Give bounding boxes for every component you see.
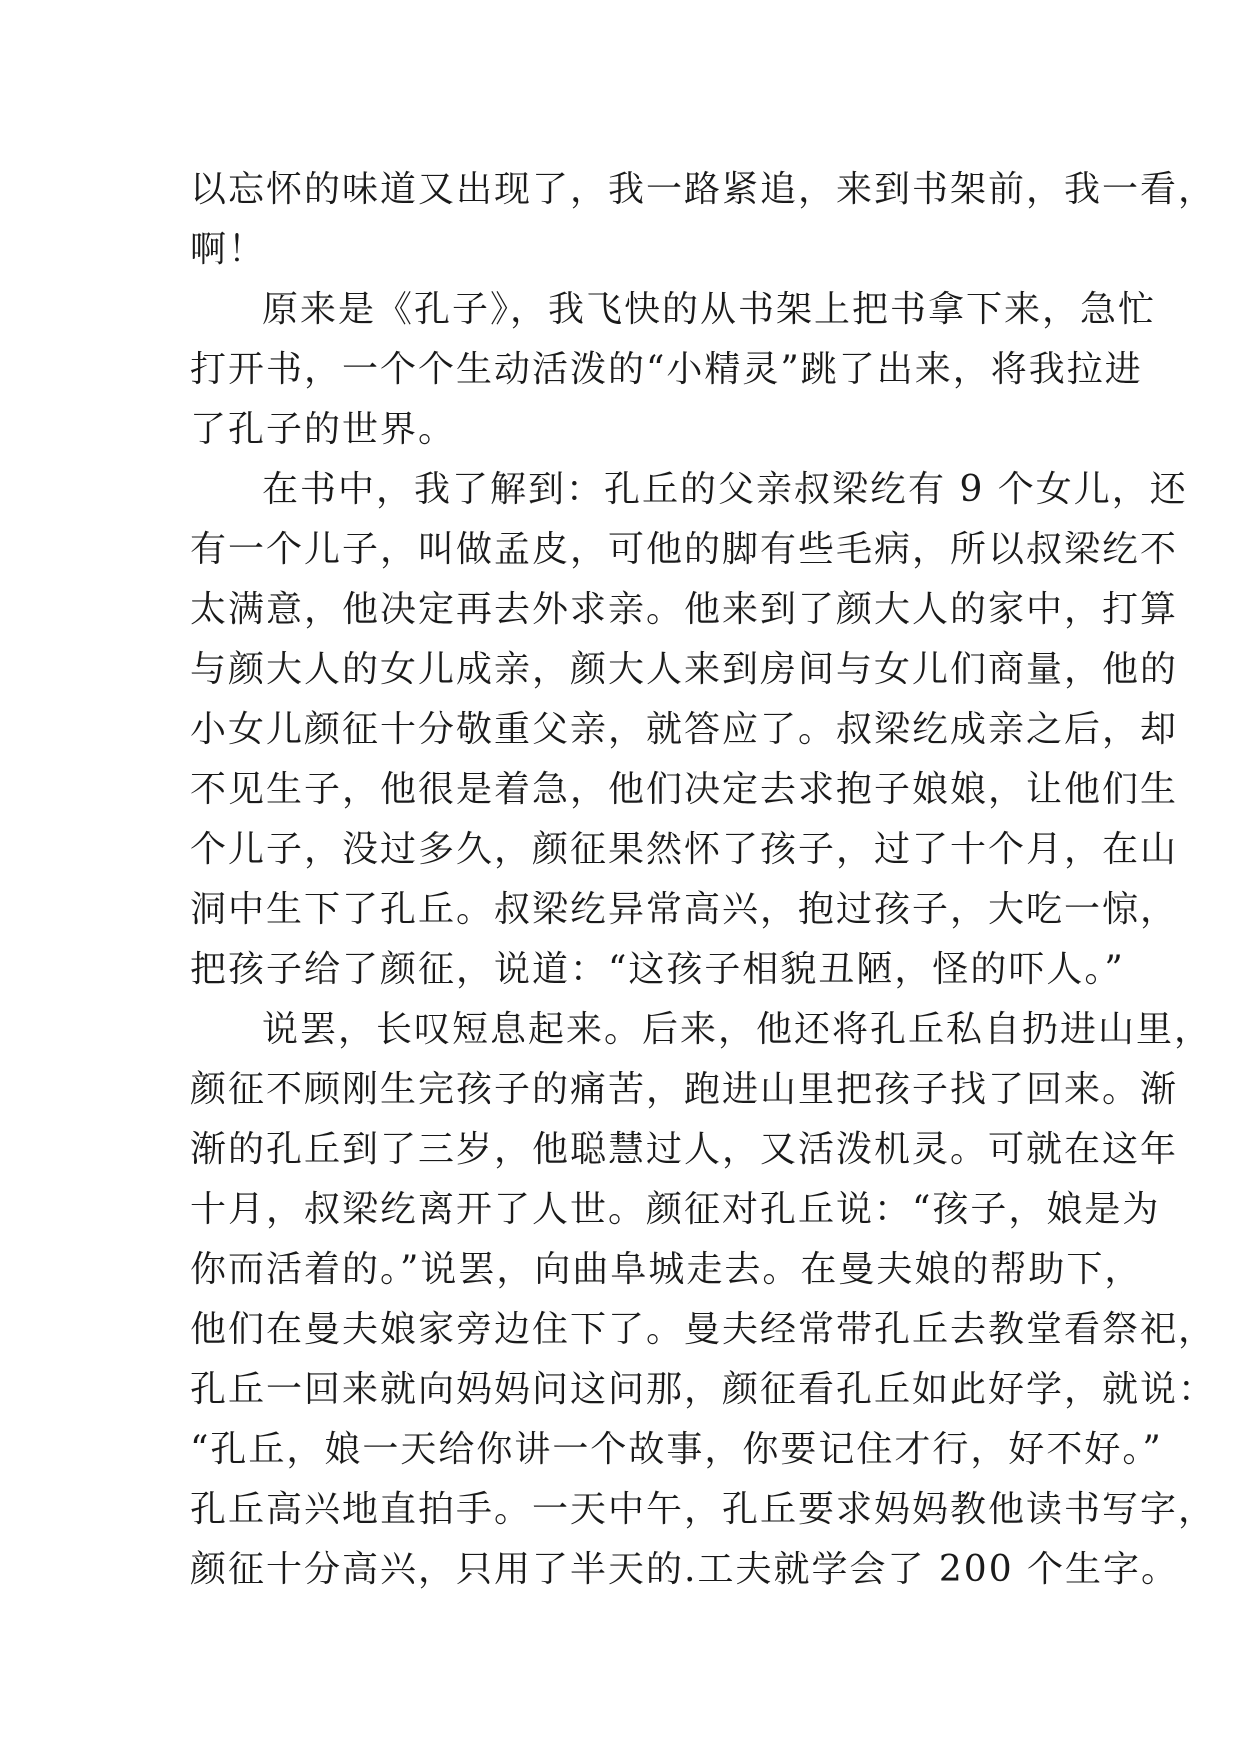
text-line: 颜征十分高兴，只用了半天的.工夫就学会了 200 个生字。 — [190, 1549, 1180, 1590]
paragraph-first-line: 在书中，我了解到：孔丘的父亲叔梁纥有 9 个女儿，还 — [262, 469, 1188, 510]
body-text — [190, 160, 1217, 1600]
text-line: 打开书，一个个生动活泼的“小精灵”跳了出来，将我拉进 — [190, 349, 1143, 390]
text-line: 太满意，他决定再去外求亲。他来到了颜大人的家中，打算 — [190, 589, 1179, 630]
text-line: 小女儿颜征十分敬重父亲，就答应了。叔梁纥成亲之后，却 — [190, 709, 1179, 750]
text-line: 颜征不顾刚生完孩子的痛苦，跑进山里把孩子找了回来。渐 — [190, 1069, 1179, 1110]
text-line: 他们在曼夫娘家旁边住下了。曼夫经常带孔丘去教堂看祭祀， — [190, 1309, 1217, 1350]
text-line: 了孔子的世界。 — [190, 409, 457, 450]
text-line: 渐的孔丘到了三岁，他聪慧过人，又活泼机灵。可就在这年 — [190, 1129, 1179, 1170]
text-line: 个儿子，没过多久，颜征果然怀了孩子，过了十个月，在山 — [190, 829, 1179, 870]
text-line: 孔丘一回来就向妈妈问这问那，颜征看孔丘如此好学，就说： — [190, 1369, 1217, 1410]
text-line: 孔丘高兴地直拍手。一天中午，孔丘要求妈妈教他读书写字， — [190, 1489, 1217, 1530]
text-line: 把孩子给了颜征，说道：“这孩子相貌丑陋，怪的吓人。” — [190, 949, 1125, 990]
text-line: 不见生子，他很是着急，他们决定去求抱子娘娘，让他们生 — [190, 769, 1179, 810]
text-line: 与颜大人的女儿成亲，颜大人来到房间与女儿们商量，他的 — [190, 649, 1179, 690]
text-line: 有一个儿子，叫做孟皮，可他的脚有些毛病，所以叔梁纥不 — [190, 529, 1179, 570]
text-line: 你而活着的。”说罢，向曲阜城走去。在曼夫娘的帮助下， — [190, 1249, 1143, 1290]
text-line: 洞中生下了孔丘。叔梁纥异常高兴，抱过孩子，大吃一惊， — [190, 889, 1179, 930]
text-line: 十月，叔梁纥离开了人世。颜征对孔丘说：“孩子，娘是为 — [190, 1189, 1161, 1230]
text-line: 啊！ — [190, 229, 267, 270]
paragraph-first-line: 原来是《孔子》，我飞快的从书架上把书拿下来，急忙 — [262, 289, 1157, 330]
paragraph-first-line: 说罢，长叹短息起来。后来，他还将孔丘私自扔进山里， — [262, 1009, 1213, 1050]
text-line: “孔丘，娘一天给你讲一个故事，你要记住才行，好不好。” — [190, 1429, 1163, 1470]
text-line: 以忘怀的味道又出现了，我一路紧追，来到书架前，我一看， — [190, 169, 1217, 210]
